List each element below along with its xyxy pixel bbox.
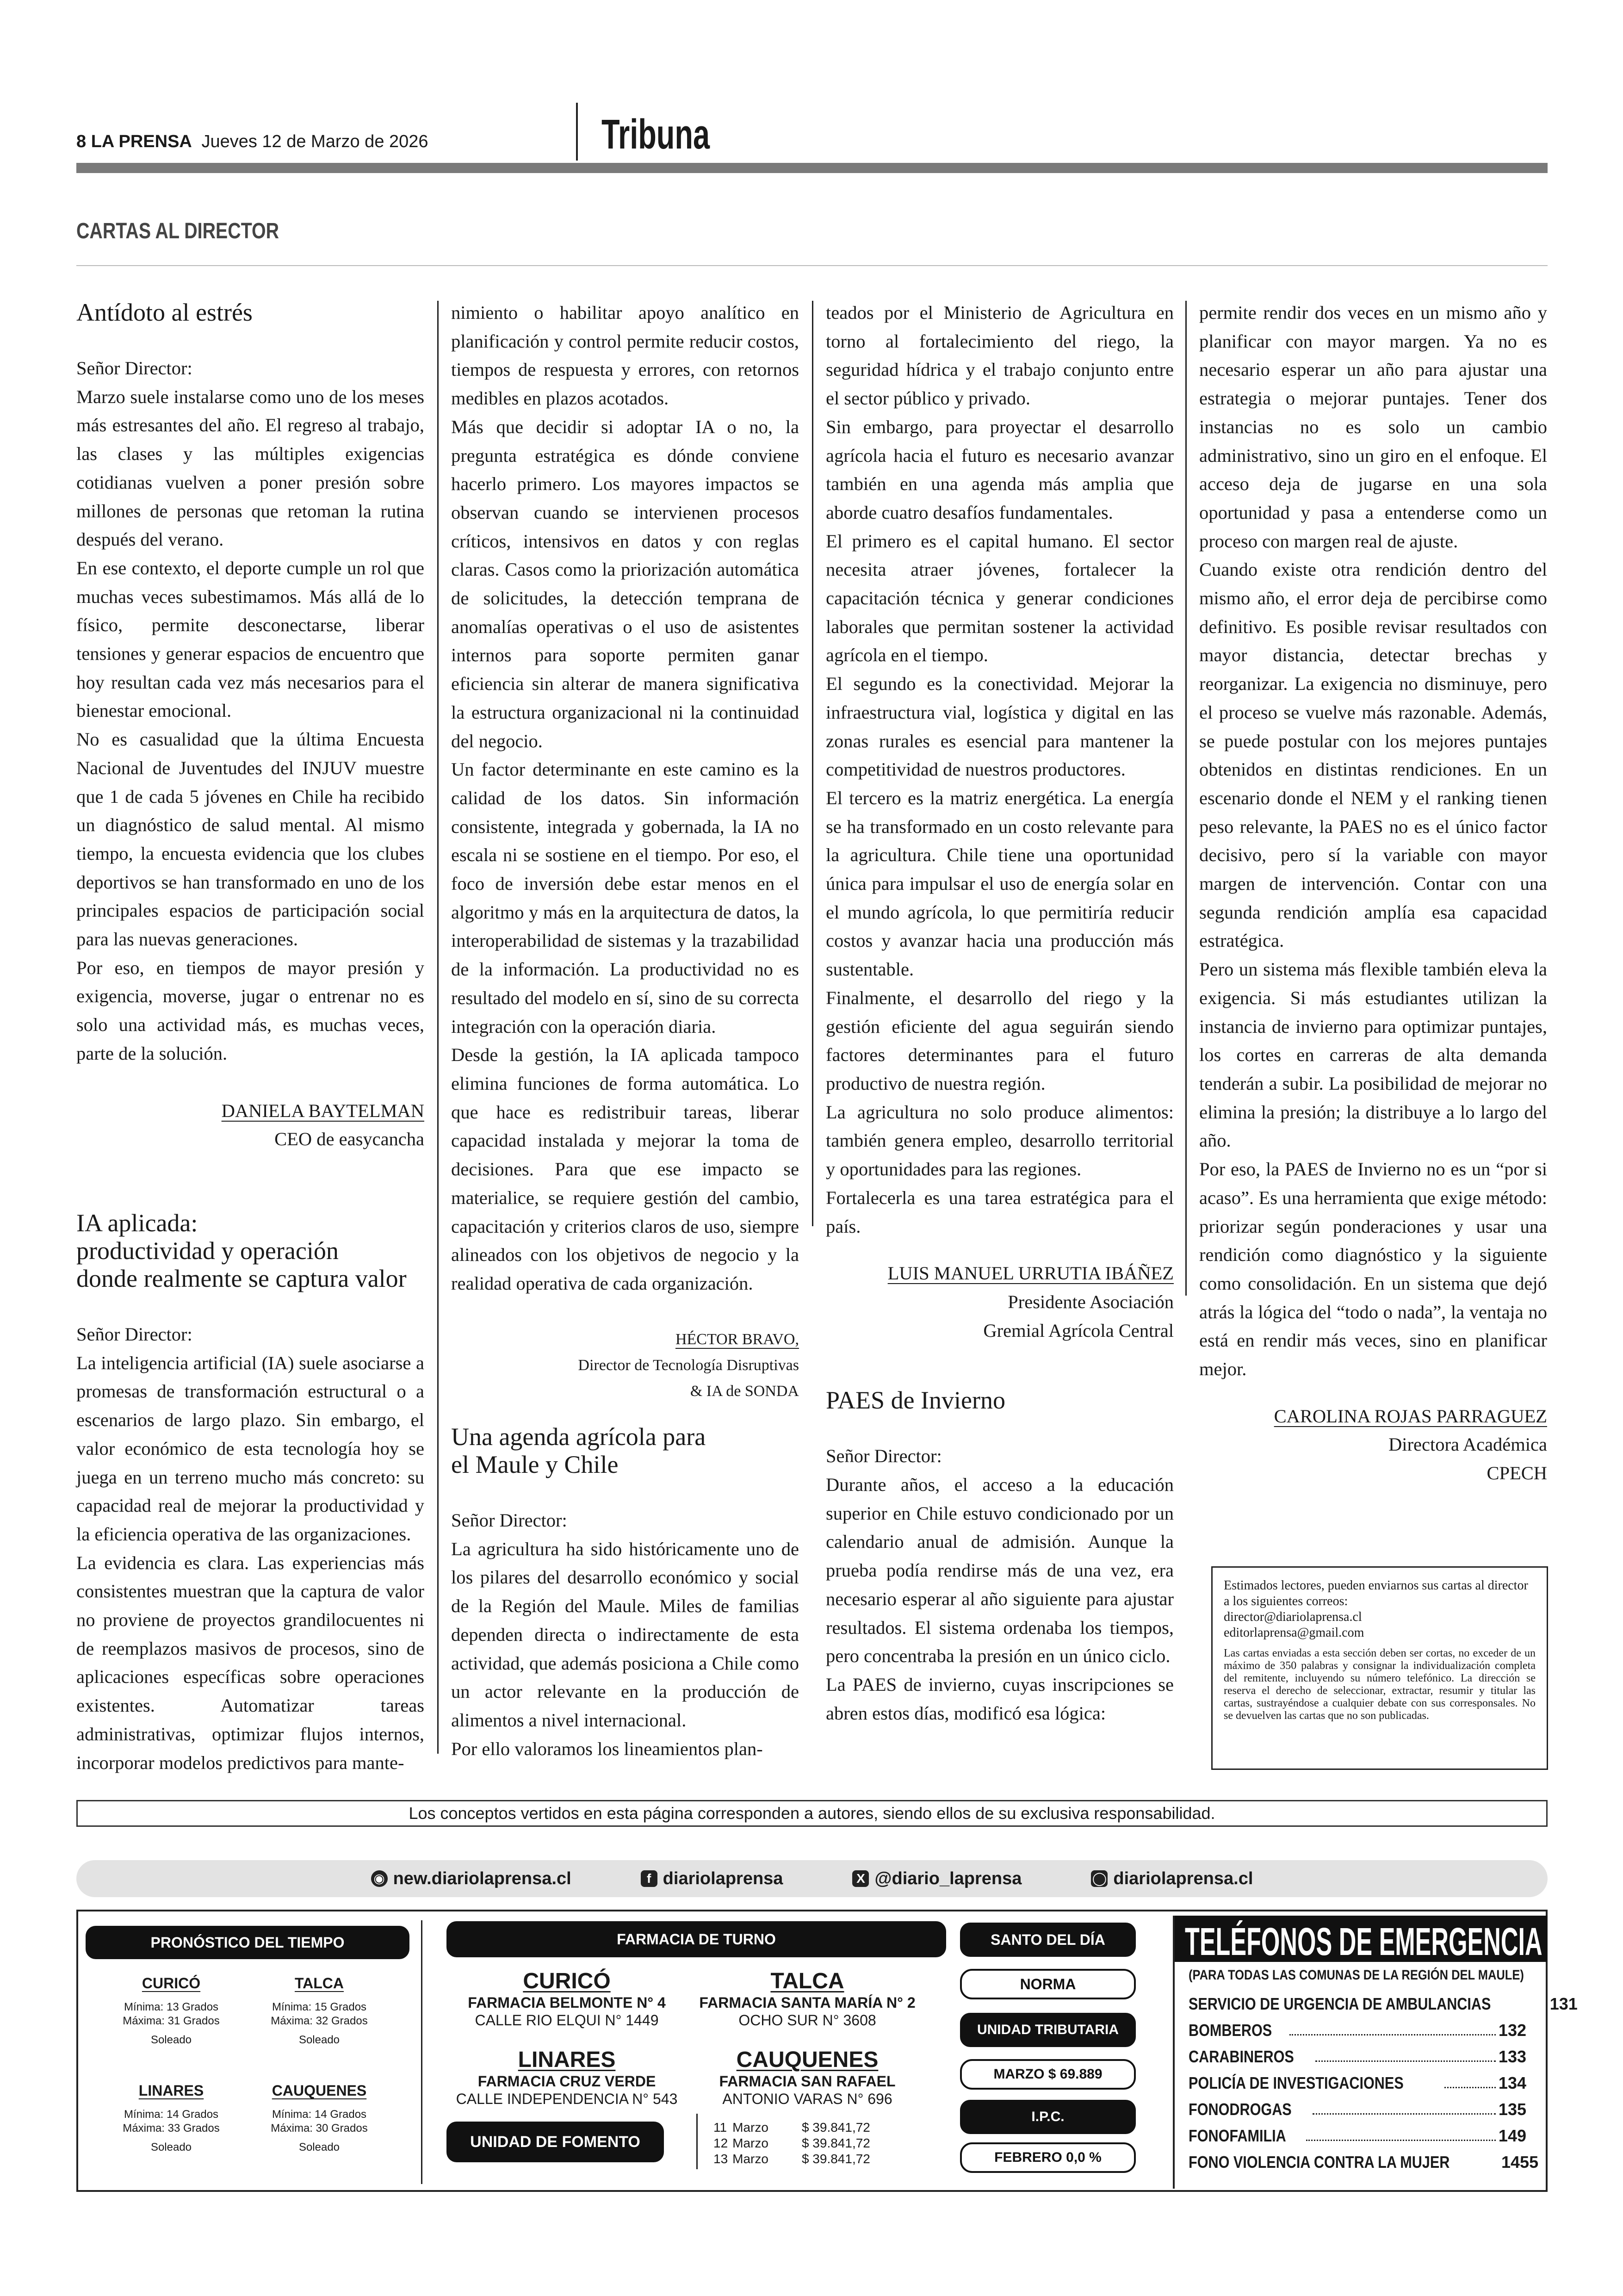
pharmacy-entry xyxy=(687,2048,928,2108)
uf-month: Marzo xyxy=(732,2136,768,2150)
emergency-title-text: TELÉFONOS DE EMERGENCIA xyxy=(1185,1920,1542,1963)
table-row xyxy=(713,2152,874,2166)
letter-paragraph: Pero un sistema más flexible también eleva la exigencia. Si más estudiantes utilizan la instancia de invierno para optimizar puntajes, los cortes en carreras de alta demanda tenderán a subir. La posibilidad de mejorar no elimina la presión; la distribuye a lo largo del año. xyxy=(1199,959,1547,1151)
emergency-title xyxy=(1175,1916,1547,1962)
letter-title: productividad y operación xyxy=(76,1236,339,1265)
letter-paragraph: Desde la gestión, la IA aplicada tampoco elimina funciones de forma automática. Lo que hace es redistribuir tareas, liberar capacidad instalada y mejorar la toma de decisiones. Para que ese impacto se materialice, se requiere gestión del cambio, capacitación y criterios claros de uso, siempre alineados con los objetivos de negocio y la realidad operativa de cada organización. xyxy=(451,1044,799,1294)
letter-paragraph: nimiento o habilitar apoyo analítico en planificación y control permite reducir costos, tiempos de respuesta y errores, con retornos medibles en plazos acotados. xyxy=(451,302,799,409)
letter-paragraph: Cuando existe otra rendición dentro del mismo año, el error deja de percibirse como definitivo. Es posible revisar resultados con mayor distancia, detectar brechas y reorganizar. La exigencia no disminuye, pero el proceso se vuelve más razonable. Además, se puede postular con los mejores puntajes obtenidos en distintas rendiciones. En un escenario donde el NEM y el ranking tienen peso relevante, la PAES no es el único factor decisivo, pero sí la variable con mayor margen de intervención. Contar con una segunda rendición amplía esa capacidad estratégica. xyxy=(1199,559,1547,951)
author-role: Gremial Agrícola Central xyxy=(983,1320,1174,1341)
author-name: CAROLINA ROJAS PARRAGUEZ xyxy=(1274,1405,1547,1427)
brand-name: LA PRENSA xyxy=(91,132,192,151)
author-role: Presidente Asociación xyxy=(1008,1291,1174,1312)
letter-paragraph: permite rendir dos veces en un mismo año y planificar con mayor margen. Ya no es necesario esperar un año para ajustar una estrategia o mejorar puntajes. Tener dos instancias no es solo un cambio administrativo, sino un giro en el enfoque. El acceso deja de jugarse en una sola oportunidad y pasa a entenderse como un proceso con margen real de ajuste. xyxy=(1199,302,1547,552)
uf-value: $ 39.841,72 xyxy=(801,2136,870,2150)
social-web-label: new.diariolaprensa.cl xyxy=(393,1868,571,1888)
letter-title: el Maule y Chile xyxy=(451,1451,619,1478)
weather-max: Máxima: 33 Grados xyxy=(123,2122,220,2135)
section-rule xyxy=(76,265,1548,266)
weather-sky: Soleado xyxy=(150,2034,192,2046)
emergency-label: CARABINEROS xyxy=(1189,2047,1294,2066)
pharmacy-city: CURICÓ xyxy=(523,1969,611,1993)
social-bar xyxy=(76,1860,1548,1897)
weather-max: Máxima: 30 Grados xyxy=(271,2122,368,2135)
weather-city xyxy=(111,1975,231,2047)
uf-day: 12 xyxy=(713,2136,728,2150)
emergency-number: 132 xyxy=(1498,2021,1526,2040)
pharmacy-name: FARMACIA SAN RAFAEL xyxy=(719,2073,896,2090)
letter-paragraph: El primero es el capital humano. El sector necesita atraer jóvenes, fortalecer la capacitación técnica y generar condiciones laborales que permitan sostener la actividad agrícola en el tiempo. xyxy=(826,530,1174,666)
page-number: 8 xyxy=(76,132,87,151)
pharmacy-address: CALLE RIO ELQUI N° 1449 xyxy=(475,2012,659,2029)
emergency-label: POLICÍA DE INVESTIGACIONES xyxy=(1189,2073,1404,2092)
uf-day: 11 xyxy=(713,2120,727,2135)
emergency-number: 135 xyxy=(1498,2100,1526,2119)
social-instagram[interactable] xyxy=(1091,1869,1253,1889)
contact-email[interactable]: editorlaprensa@gmail.com xyxy=(1224,1626,1364,1640)
letter-paragraph: La PAES de invierno, cuyas inscripciones se abren estos días, modificó esa lógica: xyxy=(826,1674,1174,1724)
emergency-label: FONODROGAS xyxy=(1189,2100,1292,2119)
table-row xyxy=(713,2136,874,2151)
weather-min: Mínima: 13 Grados xyxy=(124,2001,219,2013)
ipc-value: FEBRERO 0,0 % xyxy=(960,2142,1136,2173)
emergency-number: 134 xyxy=(1498,2073,1526,2092)
uf-table xyxy=(712,2119,875,2167)
column-4 xyxy=(1199,298,1547,1543)
panel-divider xyxy=(421,1920,422,2184)
weather-city-name: CAUQUENES xyxy=(272,2082,367,2099)
contact-intro: Estimados lectores, pueden enviarnos sus cartas al director a los siguientes correos: xyxy=(1224,1578,1528,1608)
emergency-label: FONOFAMILIA xyxy=(1189,2126,1286,2145)
emergency-box xyxy=(1173,1916,1578,2189)
contact-rules: Las cartas enviadas a esta sección deben ser cortas, no exceder de un máximo de 350 palabras y consignar la individualización completa del remitente, incluyendo su número telefónico. La dirección se reserva el derecho de seleccionar, extractar, resumir y titular las cartas, sustrayéndose a cualquier debate con sus corresponsales. No se devuelven las cartas que no son publicadas. xyxy=(1224,1647,1536,1722)
letter-paragraph: El segundo es la conectividad. Mejorar la infraestructura vial, logística y digital en las zonas rurales es esencial para mantener la competitividad de nuestros productores. xyxy=(826,673,1174,780)
utm-value: MARZO $ 69.889 xyxy=(960,2059,1136,2090)
weather-city xyxy=(259,2082,379,2154)
social-facebook-label: diariolaprensa xyxy=(663,1868,783,1888)
emergency-item[interactable] xyxy=(1189,2073,1526,2093)
weather-sky: Soleado xyxy=(150,2141,192,2153)
table-row xyxy=(713,2120,874,2135)
weather-city-name: CURICÓ xyxy=(142,1975,201,1992)
social-facebook[interactable] xyxy=(641,1869,783,1889)
pharmacy-address: CALLE INDEPENDENCIA N° 543 xyxy=(456,2091,678,2107)
weather-max: Máxima: 32 Grados xyxy=(271,2015,368,2027)
social-web[interactable] xyxy=(371,1869,571,1889)
emergency-item[interactable] xyxy=(1189,2153,1539,2172)
contact-box xyxy=(1211,1566,1548,1770)
author-role: CEO de easycancha xyxy=(274,1129,424,1150)
social-x-label: @diario_laprensa xyxy=(874,1868,1022,1888)
letter-paragraph: En ese contexto, el deporte cumple un rol que muchas veces subestimamos. Más allá de lo físico, permite desconectarse, liberar tensiones y generar espacios de encuentro que hoy resultan cada vez más necesarios para el bienestar emocional. xyxy=(76,557,424,721)
column-divider xyxy=(812,301,813,1226)
ipc-label: I.P.C. xyxy=(960,2100,1136,2134)
column-divider xyxy=(437,301,439,1754)
page-header xyxy=(76,132,428,152)
letter-paragraph: La inteligencia artificial (IA) suele asociarse a promesas de transformación estructural o a escenarios de largo plazo. Sin embargo, el valor económico de esta tecnología hoy se juega en un terreno mucho más concreto: su capacidad real de mejorar la productividad y la eficiencia operativa de las organizaciones. xyxy=(76,1352,424,1545)
column-3 xyxy=(826,298,1174,1779)
x-icon: X xyxy=(852,1870,869,1887)
letter-title: Una agenda agrícola para xyxy=(451,1423,706,1451)
salutation: Señor Director: xyxy=(451,1510,567,1531)
header-bar xyxy=(76,163,1548,173)
uf-month: Marzo xyxy=(732,2152,768,2166)
pharmacy-name: FARMACIA SANTA MARÍA N° 2 xyxy=(699,1994,916,2011)
emergency-item[interactable] xyxy=(1189,2021,1526,2040)
letter-paragraph: El tercero es la matriz energética. La energía se ha transformado en un costo relevante para la agricultura. Chile tiene una oportunidad única para impulsar el uso de energía solar en el mundo agrícola, lo que permitiría reducir costos y avanzar hacia una producción más sustentable. xyxy=(826,787,1174,980)
uf-value: $ 39.841,72 xyxy=(801,2120,870,2135)
weather-sky: Soleado xyxy=(298,2034,340,2046)
emergency-item[interactable] xyxy=(1189,2126,1526,2146)
pharmacy-title: FARMACIA DE TURNO xyxy=(446,1921,946,1957)
column-1 xyxy=(76,298,424,1779)
letter-paragraph: Por ello valoramos los lineamientos plan- xyxy=(451,1738,763,1759)
letter-paragraph: Más que decidir si adoptar IA o no, la pregunta estratégica es dónde conviene hacerlo primero. Los mayores impactos se observan cuando se intervienen procesos críticos, intensivos en datos y con reglas claras. Casos como la priorización automática de solicitudes, la detección temprana de anomalías operativas o el uso de asistentes internos para soporte permiten ganar eficiencia sin alterar de manera significativa la estructura organizacional ni la continuidad del negocio. xyxy=(451,416,799,751)
pharmacy-name: FARMACIA BELMONTE N° 4 xyxy=(468,1994,666,2011)
salutation: Señor Director: xyxy=(76,1323,192,1345)
salutation: Señor Director: xyxy=(76,358,192,379)
section-label: CARTAS AL DIRECTOR xyxy=(76,219,279,243)
uf-label: UNIDAD DE FOMENTO xyxy=(446,2122,664,2162)
contact-email[interactable]: director@diariolaprensa.cl xyxy=(1224,1610,1362,1624)
pharmacy-address: OCHO SUR N° 3608 xyxy=(738,2012,876,2029)
emergency-number: 149 xyxy=(1498,2126,1526,2145)
social-instagram-label: diariolaprensa.cl xyxy=(1113,1868,1253,1888)
weather-min: Mínima: 15 Grados xyxy=(272,2001,367,2013)
pharmacy-entry xyxy=(446,1969,687,2029)
author-role: Director de Tecnología Disruptivas xyxy=(578,1356,799,1374)
facebook-icon: f xyxy=(641,1870,657,1887)
globe-icon: ◉ xyxy=(371,1870,388,1887)
pharmacy-entry xyxy=(687,1969,928,2029)
pharmacy-entry xyxy=(446,2048,687,2108)
column-divider xyxy=(1185,301,1187,1296)
pharmacy-address: ANTONIO VARAS N° 696 xyxy=(722,2091,892,2107)
weather-min: Mínima: 14 Grados xyxy=(272,2108,367,2121)
issue-date: Jueves 12 de Marzo de 2026 xyxy=(201,132,428,151)
weather-city-name: LINARES xyxy=(138,2082,204,2099)
letter-paragraph: No es casualidad que la última Encuesta Nacional de Juventudes del INJUV muestre que 1 de cada 5 jóvenes en Chile ha recibido un diagnóstico de salud mental. Al mismo tiempo, la encuesta evidencia que los clubes deportivos se han transformado en uno de los principales espacios de participación social para las nuevas generaciones. xyxy=(76,729,424,950)
saint-value: NORMA xyxy=(960,1969,1136,1999)
salutation: Señor Director: xyxy=(826,1446,942,1467)
emergency-item[interactable] xyxy=(1189,1994,1578,2014)
weather-city-name: TALCA xyxy=(294,1975,344,1992)
author-name: DANIELA BAYTELMAN xyxy=(221,1100,424,1121)
letter-title: IA aplicada: xyxy=(76,1209,198,1237)
saint-label: SANTO DEL DÍA xyxy=(960,1923,1136,1957)
emergency-subtitle: (PARA TODAS LAS COMUNAS DE LA REGIÓN DEL MAULE) xyxy=(1189,1967,1524,1983)
emergency-number: 133 xyxy=(1498,2047,1526,2066)
uf-month: Marzo xyxy=(732,2120,768,2135)
author-name: LUIS MANUEL URRUTIA IBÁÑEZ xyxy=(887,1263,1174,1284)
emergency-label: BOMBEROS xyxy=(1189,2021,1272,2040)
section-title: Tribuna xyxy=(601,112,710,158)
column-2 xyxy=(451,298,799,1400)
weather-title: PRONÓSTICO DEL TIEMPO xyxy=(86,1926,409,1959)
author-role: CPECH xyxy=(1487,1463,1547,1484)
uf-divider xyxy=(696,2114,698,2169)
letter-paragraph: La agricultura ha sido históricamente uno de los pilares del desarrollo económico y social de la Región del Maule. Miles de familias dependen directa o indirectamente de esta actividad, que además posiciona a Chile como un actor relevante en la producción de alimentos a nivel internacional. xyxy=(451,1538,799,1731)
header-divider xyxy=(576,103,578,161)
emergency-item[interactable] xyxy=(1189,2047,1526,2066)
emergency-label: FONO VIOLENCIA CONTRA LA MUJER xyxy=(1189,2153,1450,2172)
pharmacy-city: LINARES xyxy=(518,2048,616,2072)
pharmacy-name: FARMACIA CRUZ VERDE xyxy=(477,2073,656,2090)
emergency-item[interactable] xyxy=(1189,2100,1526,2119)
author-role: Directora Académica xyxy=(1388,1434,1547,1455)
letter-title: donde realmente se captura valor xyxy=(76,1264,407,1292)
letter-paragraph: Marzo suele instalarse como uno de los meses más estresantes del año. El regreso al trabajo, las clases y las múltiples exigencias cotidianas vuelven a poner presión sobre millones de personas que retoman la rutina después del verano. xyxy=(76,386,424,550)
letter-paragraph: Sin embargo, para proyectar el desarrollo agrícola hacia el futuro es necesario avanzar también en una agenda más amplia que aborde cuatro desafíos fundamentales. xyxy=(826,416,1174,523)
disclaimer: Los conceptos vertidos en esta página corresponden a autores, siendo ellos de su exclusiva responsabilidad. xyxy=(76,1800,1548,1827)
instagram-icon: ◯ xyxy=(1091,1870,1108,1887)
utm-label: UNIDAD TRIBUTARIA xyxy=(960,2013,1136,2047)
emergency-number: 1455 xyxy=(1501,2153,1539,2172)
letter-title: PAES de Invierno xyxy=(826,1386,1005,1415)
letter-paragraph: Un factor determinante en este camino es la calidad de los datos. Sin información consistente, integrada y gobernada, la IA no escala ni se sostiene en el tiempo. Por eso, el foco de inversión debe estar menos en el algoritmo y más en la arquitectura de datos, la interoperabilidad de sistemas y la trazabilidad de la información. La productividad no es resultado del modelo en sí, sino de su correcta integración con la operación diaria. xyxy=(451,759,799,1037)
social-x[interactable] xyxy=(852,1869,1022,1889)
pharmacy-city: CAUQUENES xyxy=(736,2048,879,2072)
weather-sky: Soleado xyxy=(298,2141,340,2153)
letter-paragraph: Durante años, el acceso a la educación superior en Chile estuvo condicionado por un calendario anual de admisión. Aunque la prueba podía rendirse más de una vez, era necesario esperar al año siguiente para ajustar resultados. El sistema ordenaba los tiempos, pero concentraba la presión en un único ciclo. xyxy=(826,1474,1174,1667)
letter-title: Antídoto al estrés xyxy=(76,298,253,326)
author-name: HÉCTOR BRAVO, xyxy=(675,1330,799,1348)
emergency-label: SERVICIO DE URGENCIA DE AMBULANCIAS xyxy=(1189,1994,1491,2013)
emergency-number: 131 xyxy=(1549,1994,1578,2013)
uf-day: 13 xyxy=(713,2152,728,2166)
letter-paragraph: Por eso, en tiempos de mayor presión y exigencia, moverse, jugar o entrenar no es solo una actividad más, es muchas veces, parte de la solución. xyxy=(76,957,424,1064)
letter-paragraph: Finalmente, el desarrollo del riego y la gestión eficiente del agua seguirán siendo factores determinantes para el futuro productivo de nuestra región. xyxy=(826,987,1174,1094)
letter-paragraph: Fortalecerla es una tarea estratégica para el país. xyxy=(826,1187,1174,1237)
uf-value: $ 39.841,72 xyxy=(801,2152,870,2166)
letter-paragraph: La evidencia es clara. Las experiencias más consistentes muestran que la captura de valor no proviene de proyectos grandilocuentes ni de reemplazos masivos de procesos, sino de aplicaciones específicas sobre operaciones existentes. Automatizar tareas administrativas, optimizar flujos internos, incorporar modelos predictivos para mante- xyxy=(76,1552,424,1773)
letter-paragraph: La agricultura no solo produce alimentos: también genera empleo, desarrollo territorial y oportunidades para las regiones. xyxy=(826,1101,1174,1180)
letter-paragraph: teados por el Ministerio de Agricultura en torno al fortalecimiento del riego, la seguridad hídrica y el trabajo conjunto entre el sector público y privado. xyxy=(826,302,1174,409)
author-role: & IA de SONDA xyxy=(690,1382,799,1400)
weather-city xyxy=(111,2082,231,2154)
weather-city xyxy=(259,1975,379,2047)
letter-paragraph: Por eso, la PAES de Invierno no es un “por si acaso”. Es una herramienta que exige método: priorizar según ponderaciones y usar una rendición como diagnóstico y la siguiente como consolidación. En un sistema que dejó atrás la lógica del “todo o nada”, la ventaja no está en rendir más veces, sino en planificar mejor. xyxy=(1199,1159,1547,1380)
weather-max: Máxima: 31 Grados xyxy=(123,2015,220,2027)
pharmacy-city: TALCA xyxy=(770,1969,844,1993)
weather-min: Mínima: 14 Grados xyxy=(124,2108,219,2121)
column-2-lower xyxy=(451,1423,799,1793)
